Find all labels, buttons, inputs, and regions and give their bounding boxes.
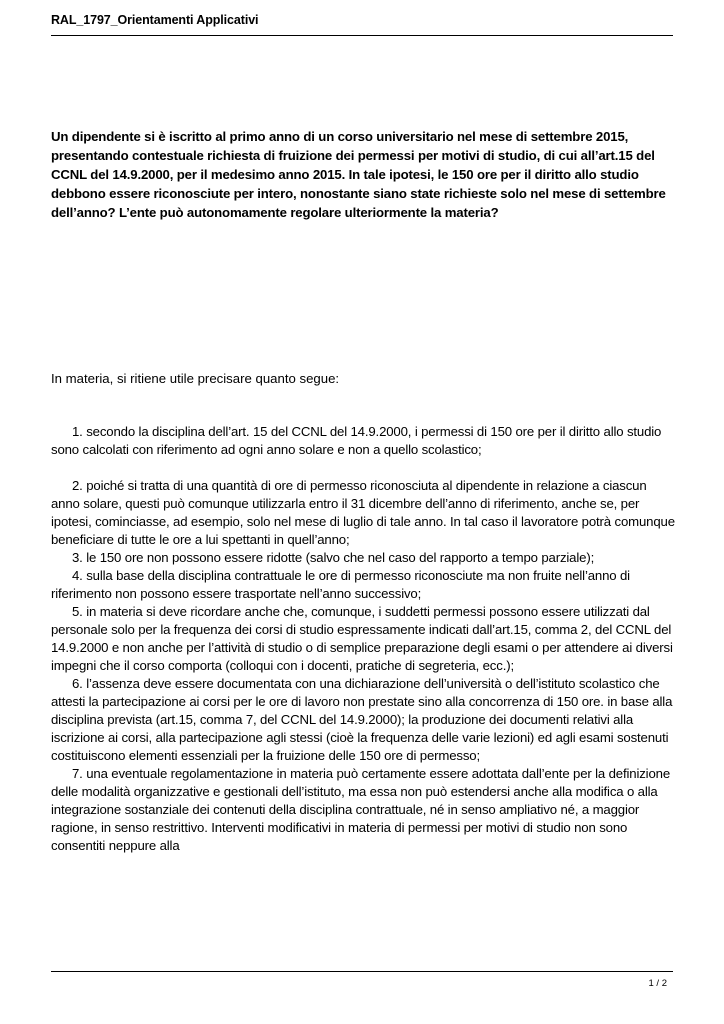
answer-list <box>51 423 676 855</box>
question-text: Un dipendente si è iscritto al primo anno di un corso universitario nel mese di settembre 2015, presentando contestuale richiesta di fruizione dei permessi per motivi di studio, di cui all’art.15 del CCNL del 14.9.2000, per il medesimo anno 2015. In tale ipotesi, le 150 ore per il diritto allo studio debbono essere riconosciute per intero, nonostante siano state richieste solo nel mese di settembre dell’anno? L’ente può autonomamente regolare ulteriormente la materia? <box>51 129 666 220</box>
list-item: 1. secondo la disciplina dell’art. 15 del CCNL del 14.9.2000, i permessi di 150 ore per il diritto allo studio sono calcolati con riferimento ad ogni anno solare e non a quello scolastico; <box>51 424 662 457</box>
footer-divider <box>51 971 673 972</box>
page-number: 1 / 2 <box>648 978 667 989</box>
document-header-title: RAL_1797_Orientamenti Applicativi <box>51 13 259 27</box>
list-item: 7. una eventuale regolamentazione in materia può certamente essere adottata dall’ente per la definizione delle modalità organizzative e gestionali dell’istituto, ma essa non può estendersi anche alla modifica o alla integrazione sostanziale dei contenuti della disciplina contrattuale, né in senso ampliativo né, a maggior ragione, in senso restrittivo. Interventi modificativi in materia di permessi per motivi di studio non sono consentiti neppure alla <box>51 766 671 853</box>
list-item: 3. le 150 ore non possono essere ridotte (salvo che nel caso del rapporto a tempo parziale); <box>72 550 595 565</box>
list-item: 4. sulla base della disciplina contrattuale le ore di permesso riconosciute ma non fruite nell’anno di riferimento non possono essere trasportate nell’anno successivo; <box>51 568 630 601</box>
intro-text: In materia, si ritiene utile precisare quanto segue: <box>51 371 340 386</box>
header-divider <box>51 35 673 36</box>
list-item: 2. poiché si tratta di una quantità di ore di permesso riconosciuta al dipendente in relazione a ciascun anno solare, questi può comunque utilizzarla entro il 31 dicembre dell’anno di riferimento, anche se, per ipotesi, cominciasse, ad esempio, solo nel mese di luglio di tale anno. In tal caso il lavoratore potrà comunque beneficiare di tutte le ore a lui spettanti in quell’anno; <box>51 478 675 547</box>
list-item: 5. in materia si deve ricordare anche che, comunque, i suddetti permessi possono essere utilizzati dal personale solo per la frequenza dei corsi di studio espressamente indicati dall’art.15, comma 2, del CCNL del 14.9.2000 e non anche per l’attività di studio o di semplice preparazione degli esami o per attendere ai diversi impegni che il corso comporta (colloqui con i docenti, pratiche di segreteria, ecc.); <box>51 604 673 673</box>
list-item: 6. l’assenza deve essere documentata con una dichiarazione dell’università o dell’istituto scolastico che attesti la partecipazione ai corsi per le ore di lavoro non prestate sino alla concorrenza di 150 ore. in base alla disciplina prevista (art.15, comma 7, del CCNL del 14.9.2000); la produzione dei documenti relativi alla iscrizione ai corsi, alla partecipazione agli stessi (cioè la frequenza delle varie lezioni) ed agli esami sostenuti costituiscono elementi essenziali per la fruizione delle 150 ore di permesso; <box>51 676 673 763</box>
